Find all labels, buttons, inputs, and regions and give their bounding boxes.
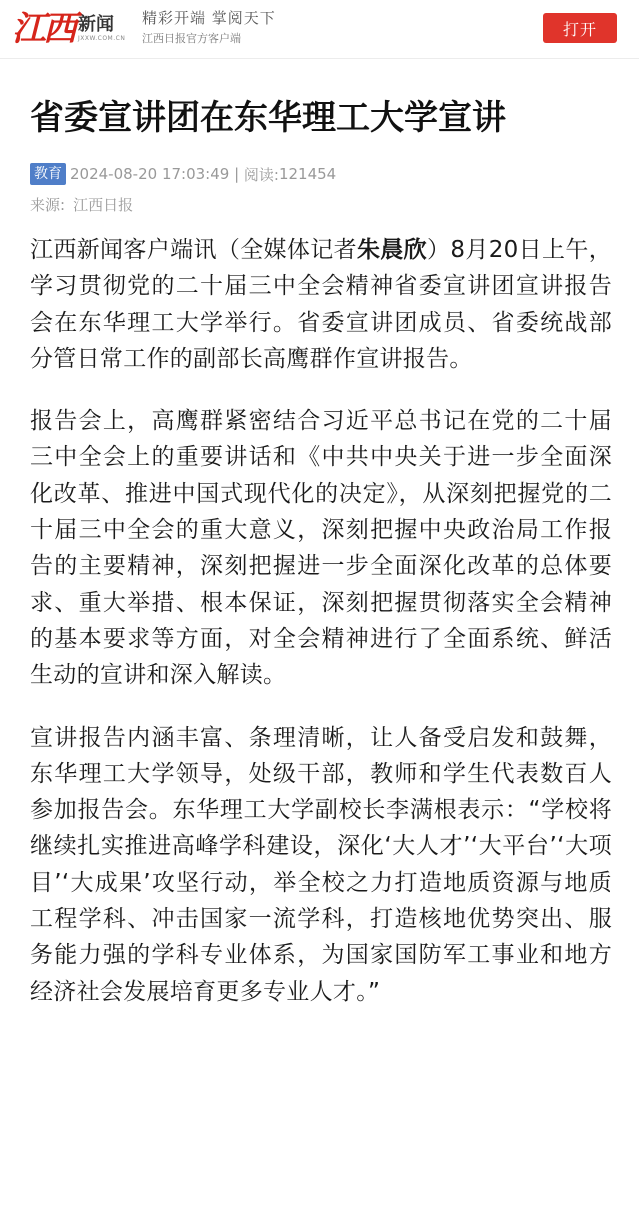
logo-mark: 江西: [12, 9, 74, 49]
open-app-button[interactable]: 打开: [543, 13, 617, 43]
source-name: 江西日报: [73, 196, 134, 214]
paragraph-1-lead: 江西新闻客户端讯（全媒体记者: [30, 237, 357, 263]
article-title: 省委宣讲团在东华理工大学宣讲: [30, 98, 506, 138]
category-tag[interactable]: 教育: [30, 163, 66, 185]
paragraph-2: 报告会上，高鹰群紧密结合习近平总书记在党的二十届三中全会上的重要讲话和《中共中央关于进一步全面深化改革、推进中国式现代化的决定》，从深刻把握党的二十届三中全会的重大意义，深刻把握中央政治局工作报告的主要精神，深刻把握进一步全面深化改革的总体要求、重大举措、根本保证，深刻把握贯彻落实全会精神的基本要求等方面，对全会精神进行了全面系统、鲜活生动的宣讲和深入解读。: [30, 408, 612, 689]
source-label: 来源:: [30, 196, 66, 214]
reporter-name: 朱晨欣: [356, 237, 428, 263]
reads-label: 阅读:: [243, 165, 279, 184]
paragraph-1-rest: ）8月20日上午，学习贯彻党的二十届三中全会精神省委宣讲团宣讲报告会在东华理工大学举行。省委宣讲团成员、省委统战部分管日常工作的副部长高鹰群作宣讲报告。: [30, 237, 612, 372]
app-logo[interactable]: [12, 8, 125, 50]
logo-domain: JXXW.COM.CN: [78, 35, 126, 42]
logo-name: 新闻: [78, 14, 114, 35]
read-count: 121454: [278, 165, 337, 183]
article-meta: [30, 163, 336, 185]
meta-separator: |: [229, 165, 244, 183]
slogan-main: 精彩开端 掌阅天下: [142, 9, 276, 27]
paragraph-1: [30, 232, 612, 377]
publish-datetime: 2024-08-20 17:03:49: [70, 165, 230, 183]
logo-text: [78, 15, 125, 43]
article-source: [30, 194, 133, 216]
slogan: [142, 8, 276, 47]
slogan-sub: 江西日报官方客户端: [142, 32, 241, 45]
article-body: [30, 232, 612, 1036]
paragraph-3: 宣讲报告内涵丰富、条理清晰，让人备受启发和鼓舞，东华理工大学领导，处级干部，教师和学生代表数百人参加报告会。东华理工大学副校长李满根表示：“学校将继续扎实推进高峰学科建设，深化‘大人才’‘大平台’‘大项目’‘大成果’攻坚行动，举全校之力打造地质资源与地质工程学科、冲击国家一流学科，打造核地优势突出、服务能力强的学科专业体系，为国家国防军工事业和地方经济社会发展培育更多专业人才。”: [30, 724, 612, 1005]
top-app-bar: [0, 0, 639, 59]
